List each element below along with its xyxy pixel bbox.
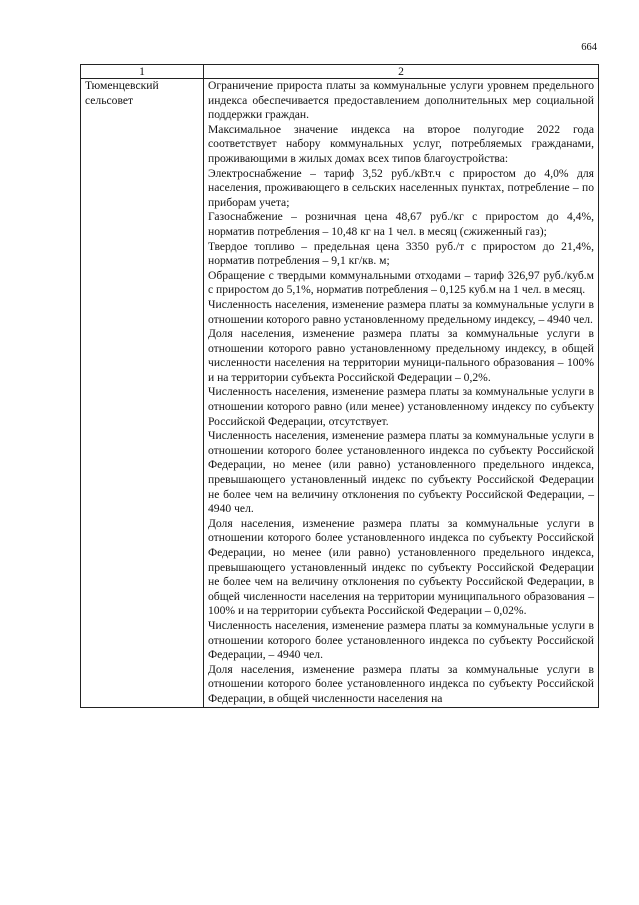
- document-table: [80, 64, 599, 708]
- table-header-row: [81, 65, 599, 79]
- paragraph-population-between: Численность населения, изменение размера платы за коммунальные услуги в отношении которого более установленного индекса по субъекту Российской Федерации, но менее (или равно) установленного предельного индекса, превышающего установленный индекс по субъекту Российской Федерации не более чем на величину отклонения по субъекту Российской Федерации, – 4940 чел.: [208, 429, 594, 516]
- paragraph-electricity: Электроснабжение – тариф 3,52 руб./кВт.ч с приростом до 4,0% для населения, проживающего в сельских населенных пунктах, потребление – по приборам учета;: [208, 166, 594, 209]
- paragraph-share-equal: Доля населения, изменение размера платы за коммунальные услуги в отношении которого равно установленному предельному индексу, в общей численности населения на территории муници-пального образования – 100% и на территории субъекта Российской Федерации – 0,2%.: [208, 327, 594, 384]
- paragraph-waste: Обращение с твердыми коммунальными отходами – тариф 326,97 руб./куб.м с приростом до 5,1%, норматив потребления – 0,125 куб.м на 1 чел. в месяц.: [208, 268, 594, 297]
- paragraph-share-between: Доля населения, изменение размера платы за коммунальные услуги в отношении которого более установленного индекса по субъекту Российской Федерации, но менее (или равно) установленного предельного индекса, превышающего установленный индекс по субъекту Российской Федерации не более чем на величину отклонения по субъекту Российской Федерации, в общей численности населения на территории муниципального образования – 100% и на территории субъекта Российской Федерации – 0,02%.: [208, 516, 594, 618]
- municipality-cell: [81, 79, 204, 708]
- paragraph-limit-note: Ограничение прироста платы за коммунальные услуги уровнем предельного индекса обеспечивается предоставлением дополнительных мер социальной поддержки граждан.: [208, 79, 594, 122]
- paragraph-max-index: Максимальное значение индекса на второе полугодие 2022 года соответствует набору коммунальных услуг, потребляемых гражданами, проживающими в жилых домах всех типов благоустройства:: [208, 122, 594, 165]
- paragraph-population-above: Численность населения, изменение размера платы за коммунальные услуги в отношении которого более установленного индекса по субъекту Российской Федерации, – 4940 чел.: [208, 618, 594, 662]
- description-cell: [204, 79, 599, 708]
- table-row: [81, 79, 599, 708]
- paragraph-population-equal: Численность населения, изменение размера платы за коммунальные услуги в отношении которого равно установленному предельному индексу, – 4940 чел.: [208, 297, 594, 326]
- paragraph-gas: Газоснабжение – розничная цена 48,67 руб./кг с приростом до 4,4%, норматив потребления – 10,48 кг на 1 чел. в месяц (сжиженный газ);: [208, 210, 594, 238]
- column-header-1: 1: [81, 65, 204, 79]
- paragraph-solid-fuel: Твердое топливо – предельная цена 3350 руб./т с приростом до 21,4%, норматив потребления – 9,1 кг/кв. м;: [208, 239, 594, 268]
- paragraph-share-above: Доля населения, изменение размера платы за коммунальные услуги в отношении которого более установленного индекса по субъекту Российской Федерации, в общей численности населения на: [208, 662, 594, 705]
- municipality-name: Тюменцевский сельсовет: [85, 79, 159, 107]
- page-number: 664: [581, 42, 597, 53]
- column-header-2: 2: [204, 65, 599, 79]
- paragraph-population-less: Численность населения, изменение размера платы за коммунальные услуги в отношении которого равно (или менее) установленному индексу по субъекту Российской Федерации, отсутствует.: [208, 385, 594, 428]
